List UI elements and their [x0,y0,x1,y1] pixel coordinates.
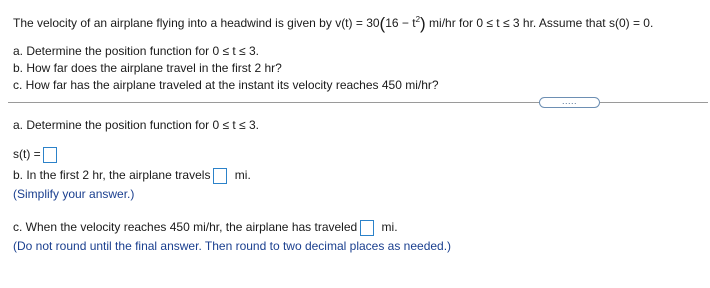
question-part-b: b. How far does the airplane travel in the first 2 hr? [13,61,282,75]
answer-part-a-row [13,147,57,163]
position-function-label: s(t) = [13,147,41,162]
expand-question-button[interactable]: ..... [539,97,600,108]
stem-suffix: mi/hr for 0 ≤ t ≤ 3 hr. Assume that s(0) = 0. [425,16,654,30]
distance-450-unit: mi. [381,220,398,235]
answer-part-a-heading: a. Determine the position function for 0 ≤ t ≤ 3. [13,118,259,132]
position-function-input[interactable] [43,147,57,163]
question-stem [13,12,653,32]
section-divider [8,102,708,103]
answer-part-b-row [13,168,251,184]
stem-paren-open: ( [379,14,386,33]
distance-2hr-hint: (Simplify your answer.) [13,187,135,201]
distance-2hr-label: b. In the first 2 hr, the airplane travels [13,168,211,183]
distance-450-hint: (Do not round until the final answer. Then round to two decimal places as needed.) [13,239,452,253]
stem-inner: 16 − t [385,16,416,30]
answer-part-c-row [13,220,398,236]
distance-2hr-input[interactable] [213,168,227,184]
question-part-c: c. How far has the airplane traveled at the instant its velocity reaches 450 mi/hr? [13,78,439,92]
stem-paren-close: ) [420,14,426,33]
stem-exponent: 2 [415,15,421,24]
question-part-a: a. Determine the position function for 0 ≤ t ≤ 3. [13,44,259,58]
stem-prefix: The velocity of an airplane flying into a headwind is given by v(t) = 30 [13,16,380,30]
distance-450-label: c. When the velocity reaches 450 mi/hr, the airplane has traveled [13,220,358,235]
distance-2hr-unit: mi. [234,168,251,183]
distance-450-input[interactable] [360,220,374,236]
